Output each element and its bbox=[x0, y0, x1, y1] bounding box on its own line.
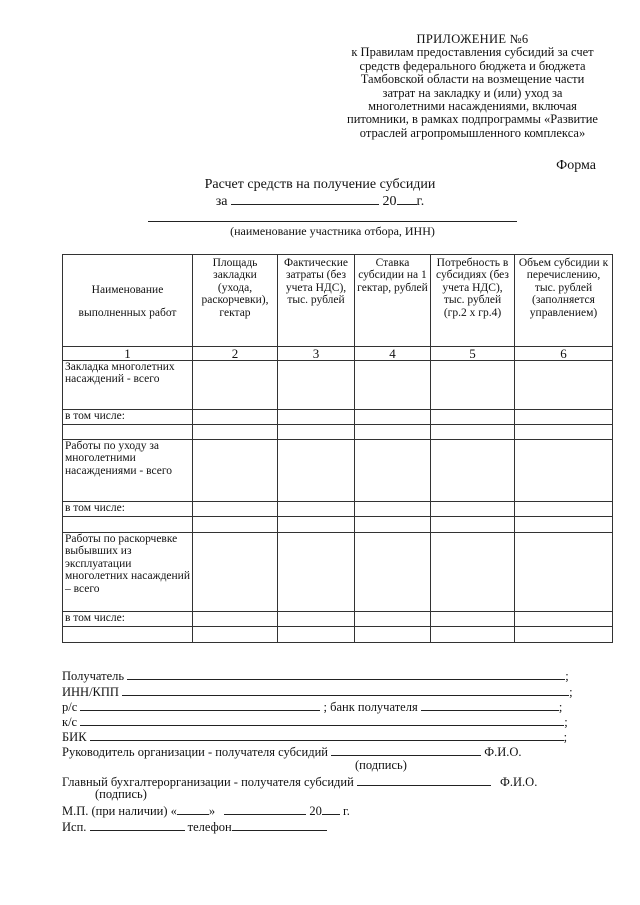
participant-caption: (наименование участника отбора, ИНН) bbox=[230, 224, 435, 238]
data-cell[interactable] bbox=[278, 533, 355, 612]
data-cell[interactable] bbox=[193, 612, 278, 627]
separator: ; bbox=[558, 700, 563, 714]
year-field[interactable] bbox=[397, 193, 417, 205]
document-title bbox=[150, 176, 490, 210]
year-suffix: г. bbox=[416, 194, 425, 209]
data-cell[interactable] bbox=[278, 502, 355, 517]
bik-field[interactable] bbox=[90, 729, 564, 741]
appendix-line: к Правилам предоставления субсидий за счет bbox=[351, 45, 594, 60]
table-row bbox=[63, 627, 613, 643]
row-label: в том числе: bbox=[63, 410, 193, 425]
accountant-fio: Ф.И.О. bbox=[500, 775, 538, 789]
table-row bbox=[63, 502, 613, 517]
separator: ; bbox=[569, 685, 573, 699]
data-cell[interactable] bbox=[278, 612, 355, 627]
table-row bbox=[63, 410, 613, 425]
row-label bbox=[63, 425, 193, 440]
data-cell[interactable] bbox=[278, 440, 355, 502]
data-cell[interactable] bbox=[193, 440, 278, 502]
data-cell[interactable] bbox=[355, 425, 431, 440]
data-cell[interactable] bbox=[515, 361, 613, 410]
period-line bbox=[150, 193, 490, 210]
row-label bbox=[63, 627, 193, 643]
column-number: 5 bbox=[431, 347, 515, 361]
header-cell-costs: Фактические затраты (без учета НДС), тыс. рублей bbox=[278, 255, 355, 347]
data-cell[interactable] bbox=[193, 425, 278, 440]
data-cell[interactable] bbox=[515, 440, 613, 502]
data-cell[interactable] bbox=[431, 361, 515, 410]
data-cell[interactable] bbox=[431, 425, 515, 440]
period-field[interactable] bbox=[231, 193, 379, 205]
data-cell[interactable] bbox=[355, 533, 431, 612]
row-label: Работы по раскорчевке выбывших из эксплуатации многолетних насаждений – всего bbox=[63, 533, 193, 612]
accountant-label: Главный бухгалтерорганизации - получателя субсидий bbox=[62, 775, 354, 789]
appendix-line: многолетними насаждениями, включая bbox=[368, 99, 577, 114]
ks-field[interactable] bbox=[80, 714, 564, 726]
data-cell[interactable] bbox=[193, 517, 278, 533]
header-cell-works: Наименование выполненных работ bbox=[63, 255, 193, 347]
form-label: Форма bbox=[556, 158, 596, 173]
table-row bbox=[63, 533, 613, 612]
head-row bbox=[62, 744, 577, 759]
data-cell[interactable] bbox=[193, 627, 278, 643]
head-signature-caption: (подпись) bbox=[355, 758, 407, 772]
data-cell[interactable] bbox=[431, 517, 515, 533]
data-cell[interactable] bbox=[355, 612, 431, 627]
appendix-line: затрат на закладку и (или) уход за bbox=[382, 85, 563, 100]
table-header-row bbox=[63, 255, 613, 347]
account-row bbox=[62, 699, 577, 714]
column-number-row bbox=[63, 347, 613, 361]
recipient-label: Получатель bbox=[62, 669, 125, 683]
data-cell[interactable] bbox=[431, 612, 515, 627]
data-cell[interactable] bbox=[515, 517, 613, 533]
mp-label: М.П. (при наличии) « bbox=[62, 804, 177, 818]
row-label: в том числе: bbox=[63, 612, 193, 627]
mp-year: 20 bbox=[309, 804, 322, 818]
year-prefix: 20 bbox=[382, 194, 397, 209]
phone-label: телефон bbox=[187, 820, 232, 834]
separator: ; bbox=[565, 669, 569, 683]
data-cell[interactable] bbox=[355, 440, 431, 502]
mp-close: » bbox=[208, 804, 216, 818]
ks-row bbox=[62, 714, 577, 729]
data-cell[interactable] bbox=[193, 502, 278, 517]
table-row bbox=[63, 361, 613, 410]
appendix-line: отраслей агропромышленного комплекса» bbox=[359, 125, 586, 140]
data-cell[interactable] bbox=[193, 410, 278, 425]
za-label: за bbox=[215, 194, 228, 209]
data-cell[interactable] bbox=[431, 502, 515, 517]
appendix-line: Тамбовской области на возмещение части bbox=[360, 72, 585, 87]
data-cell[interactable] bbox=[355, 502, 431, 517]
data-cell[interactable] bbox=[515, 533, 613, 612]
row-label: Работы по уходу за многолетними насаждениями - всего bbox=[63, 440, 193, 502]
head-fio: Ф.И.О. bbox=[484, 745, 522, 759]
column-number: 4 bbox=[355, 347, 431, 361]
isp-field[interactable] bbox=[90, 819, 185, 831]
recipient-field[interactable] bbox=[127, 668, 565, 680]
accountant-signature-field[interactable] bbox=[357, 774, 491, 786]
data-cell[interactable] bbox=[278, 410, 355, 425]
mp-year-field[interactable] bbox=[322, 803, 340, 815]
recipient-row bbox=[62, 668, 577, 683]
data-cell[interactable] bbox=[355, 627, 431, 643]
data-cell[interactable] bbox=[431, 440, 515, 502]
table-row bbox=[63, 440, 613, 502]
appendix-title: ПРИЛОЖЕНИЕ №6 bbox=[416, 32, 529, 46]
inn-kpp-label: ИНН/КПП bbox=[62, 685, 119, 699]
head-label: Руководитель организации - получателя субсидий bbox=[62, 745, 328, 759]
rs-field[interactable] bbox=[80, 699, 320, 711]
header-cell-area: Площадь закладки (ухода, раскорчевки), гектар bbox=[193, 255, 278, 347]
accountant-signature-caption: (подпись) bbox=[95, 787, 147, 801]
data-cell[interactable] bbox=[515, 502, 613, 517]
table-row bbox=[63, 517, 613, 533]
data-cell[interactable] bbox=[355, 517, 431, 533]
row-label: в том числе: bbox=[63, 502, 193, 517]
isp-row bbox=[62, 819, 577, 834]
inn-kpp-field[interactable] bbox=[122, 684, 569, 696]
mp-day-field[interactable] bbox=[177, 803, 209, 815]
column-number: 1 bbox=[63, 347, 193, 361]
head-signature-field[interactable] bbox=[331, 744, 481, 756]
row-label bbox=[63, 517, 193, 533]
appendix-block bbox=[330, 33, 615, 140]
mp-suffix: г. bbox=[343, 804, 350, 818]
data-cell[interactable] bbox=[355, 410, 431, 425]
bank-label: ; банк получателя bbox=[323, 700, 418, 714]
data-cell[interactable] bbox=[515, 627, 613, 643]
table-row bbox=[63, 612, 613, 627]
mp-row bbox=[62, 803, 577, 818]
appendix-line: питомники, в рамках подпрограммы «Развитие bbox=[347, 112, 598, 127]
separator: ; bbox=[563, 730, 568, 744]
data-cell[interactable] bbox=[515, 410, 613, 425]
data-cell[interactable] bbox=[193, 533, 278, 612]
title-line: Расчет средств на получение субсидии bbox=[204, 177, 436, 192]
mp-month-field[interactable] bbox=[224, 803, 306, 815]
bik-row bbox=[62, 729, 577, 744]
table-row bbox=[63, 425, 613, 440]
header-cell-rate: Ставка субсидии на 1 гектар, рублей bbox=[355, 255, 431, 347]
data-cell[interactable] bbox=[515, 612, 613, 627]
bank-field[interactable] bbox=[421, 699, 559, 711]
data-cell[interactable] bbox=[193, 361, 278, 410]
data-cell[interactable] bbox=[431, 533, 515, 612]
inn-kpp-row bbox=[62, 684, 577, 699]
data-cell[interactable] bbox=[278, 517, 355, 533]
calculation-table bbox=[62, 254, 613, 643]
header-cell-volume: Объем субсидии к перечислению, тыс. рублей (заполняется управлением) bbox=[515, 255, 613, 347]
header-cell-need: Потребность в субсидиях (без учета НДС), тыс. рублей (гр.2 х гр.4) bbox=[431, 255, 515, 347]
data-cell[interactable] bbox=[278, 627, 355, 643]
separator: ; bbox=[564, 715, 568, 729]
data-cell[interactable] bbox=[278, 361, 355, 410]
bik-label: БИК bbox=[62, 730, 87, 744]
column-number: 3 bbox=[278, 347, 355, 361]
data-cell[interactable] bbox=[355, 361, 431, 410]
column-number: 2 bbox=[193, 347, 278, 361]
row-label: Закладка многолетних насаждений - всего bbox=[63, 361, 193, 410]
data-cell[interactable] bbox=[431, 410, 515, 425]
column-number: 6 bbox=[515, 347, 613, 361]
appendix-line: средств федерального бюджета и бюджета bbox=[359, 58, 586, 73]
ks-label: к/с bbox=[62, 715, 78, 729]
rs-label: р/с bbox=[62, 700, 78, 714]
participant-field[interactable] bbox=[148, 221, 517, 222]
data-cell[interactable] bbox=[431, 627, 515, 643]
data-cell[interactable] bbox=[515, 425, 613, 440]
phone-field[interactable] bbox=[232, 819, 327, 831]
data-cell[interactable] bbox=[278, 425, 355, 440]
isp-label: Исп. bbox=[62, 820, 87, 834]
